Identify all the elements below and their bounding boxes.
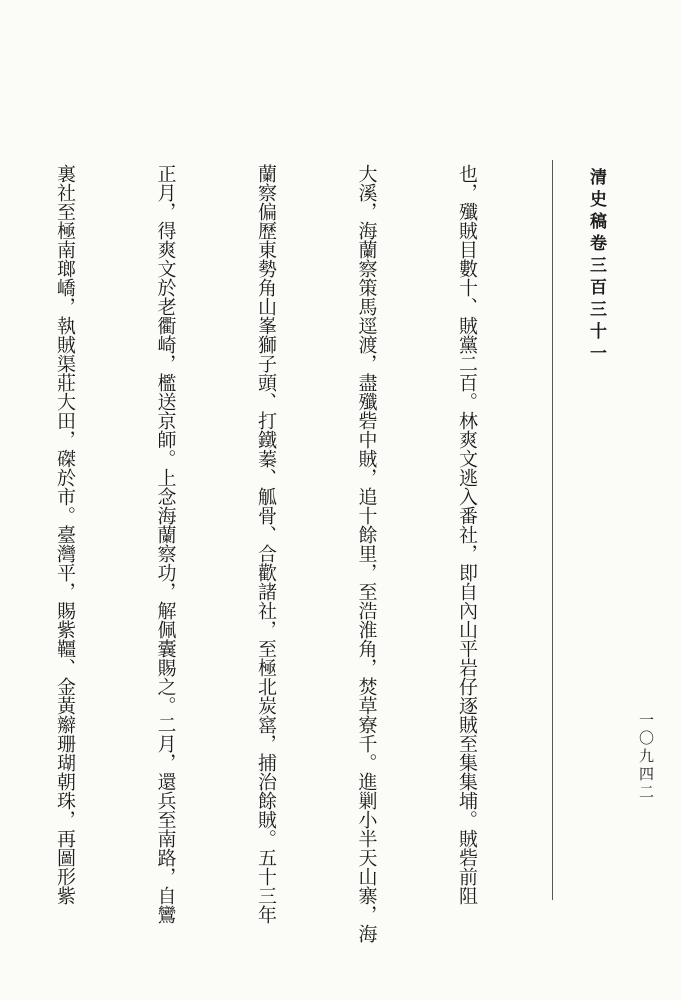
header-divider-line (552, 160, 553, 900)
running-head: 清史稿卷三百三十一 (586, 168, 606, 366)
text-column: 裏社至極南瑯嶠，執賊渠莊大田，磔於市。臺灣平，賜紫韁、金黃辮珊瑚朝珠，再圖形紫 (54, 164, 76, 905)
text-column: 也，殲賊目數十、賊黨二百。林爽文逃入番社，即自內山平岩仔逐賊至集集埔。賊砦前阻 (456, 164, 478, 905)
text-column: 正月，得爽文於老衢崎，檻送京師。上念海蘭察功，解佩囊賜之。二月，還兵至南路，自鸞 (154, 164, 177, 924)
text-column: 大溪，海蘭察策馬逕渡，盡殲砦中賊，追十餘里，至浩淮角，焚草寮千。進剿小半天山寨，海 (355, 164, 378, 943)
text-column: 蘭察偏歷東勢角山峯獅子頭、打鐵蓁、觚骨、合歡諸社，至極北炭窰，捕治餘賊。五十三年 (255, 164, 277, 924)
body-text (54, 164, 550, 984)
page-number: 一〇九四二 (637, 712, 655, 802)
